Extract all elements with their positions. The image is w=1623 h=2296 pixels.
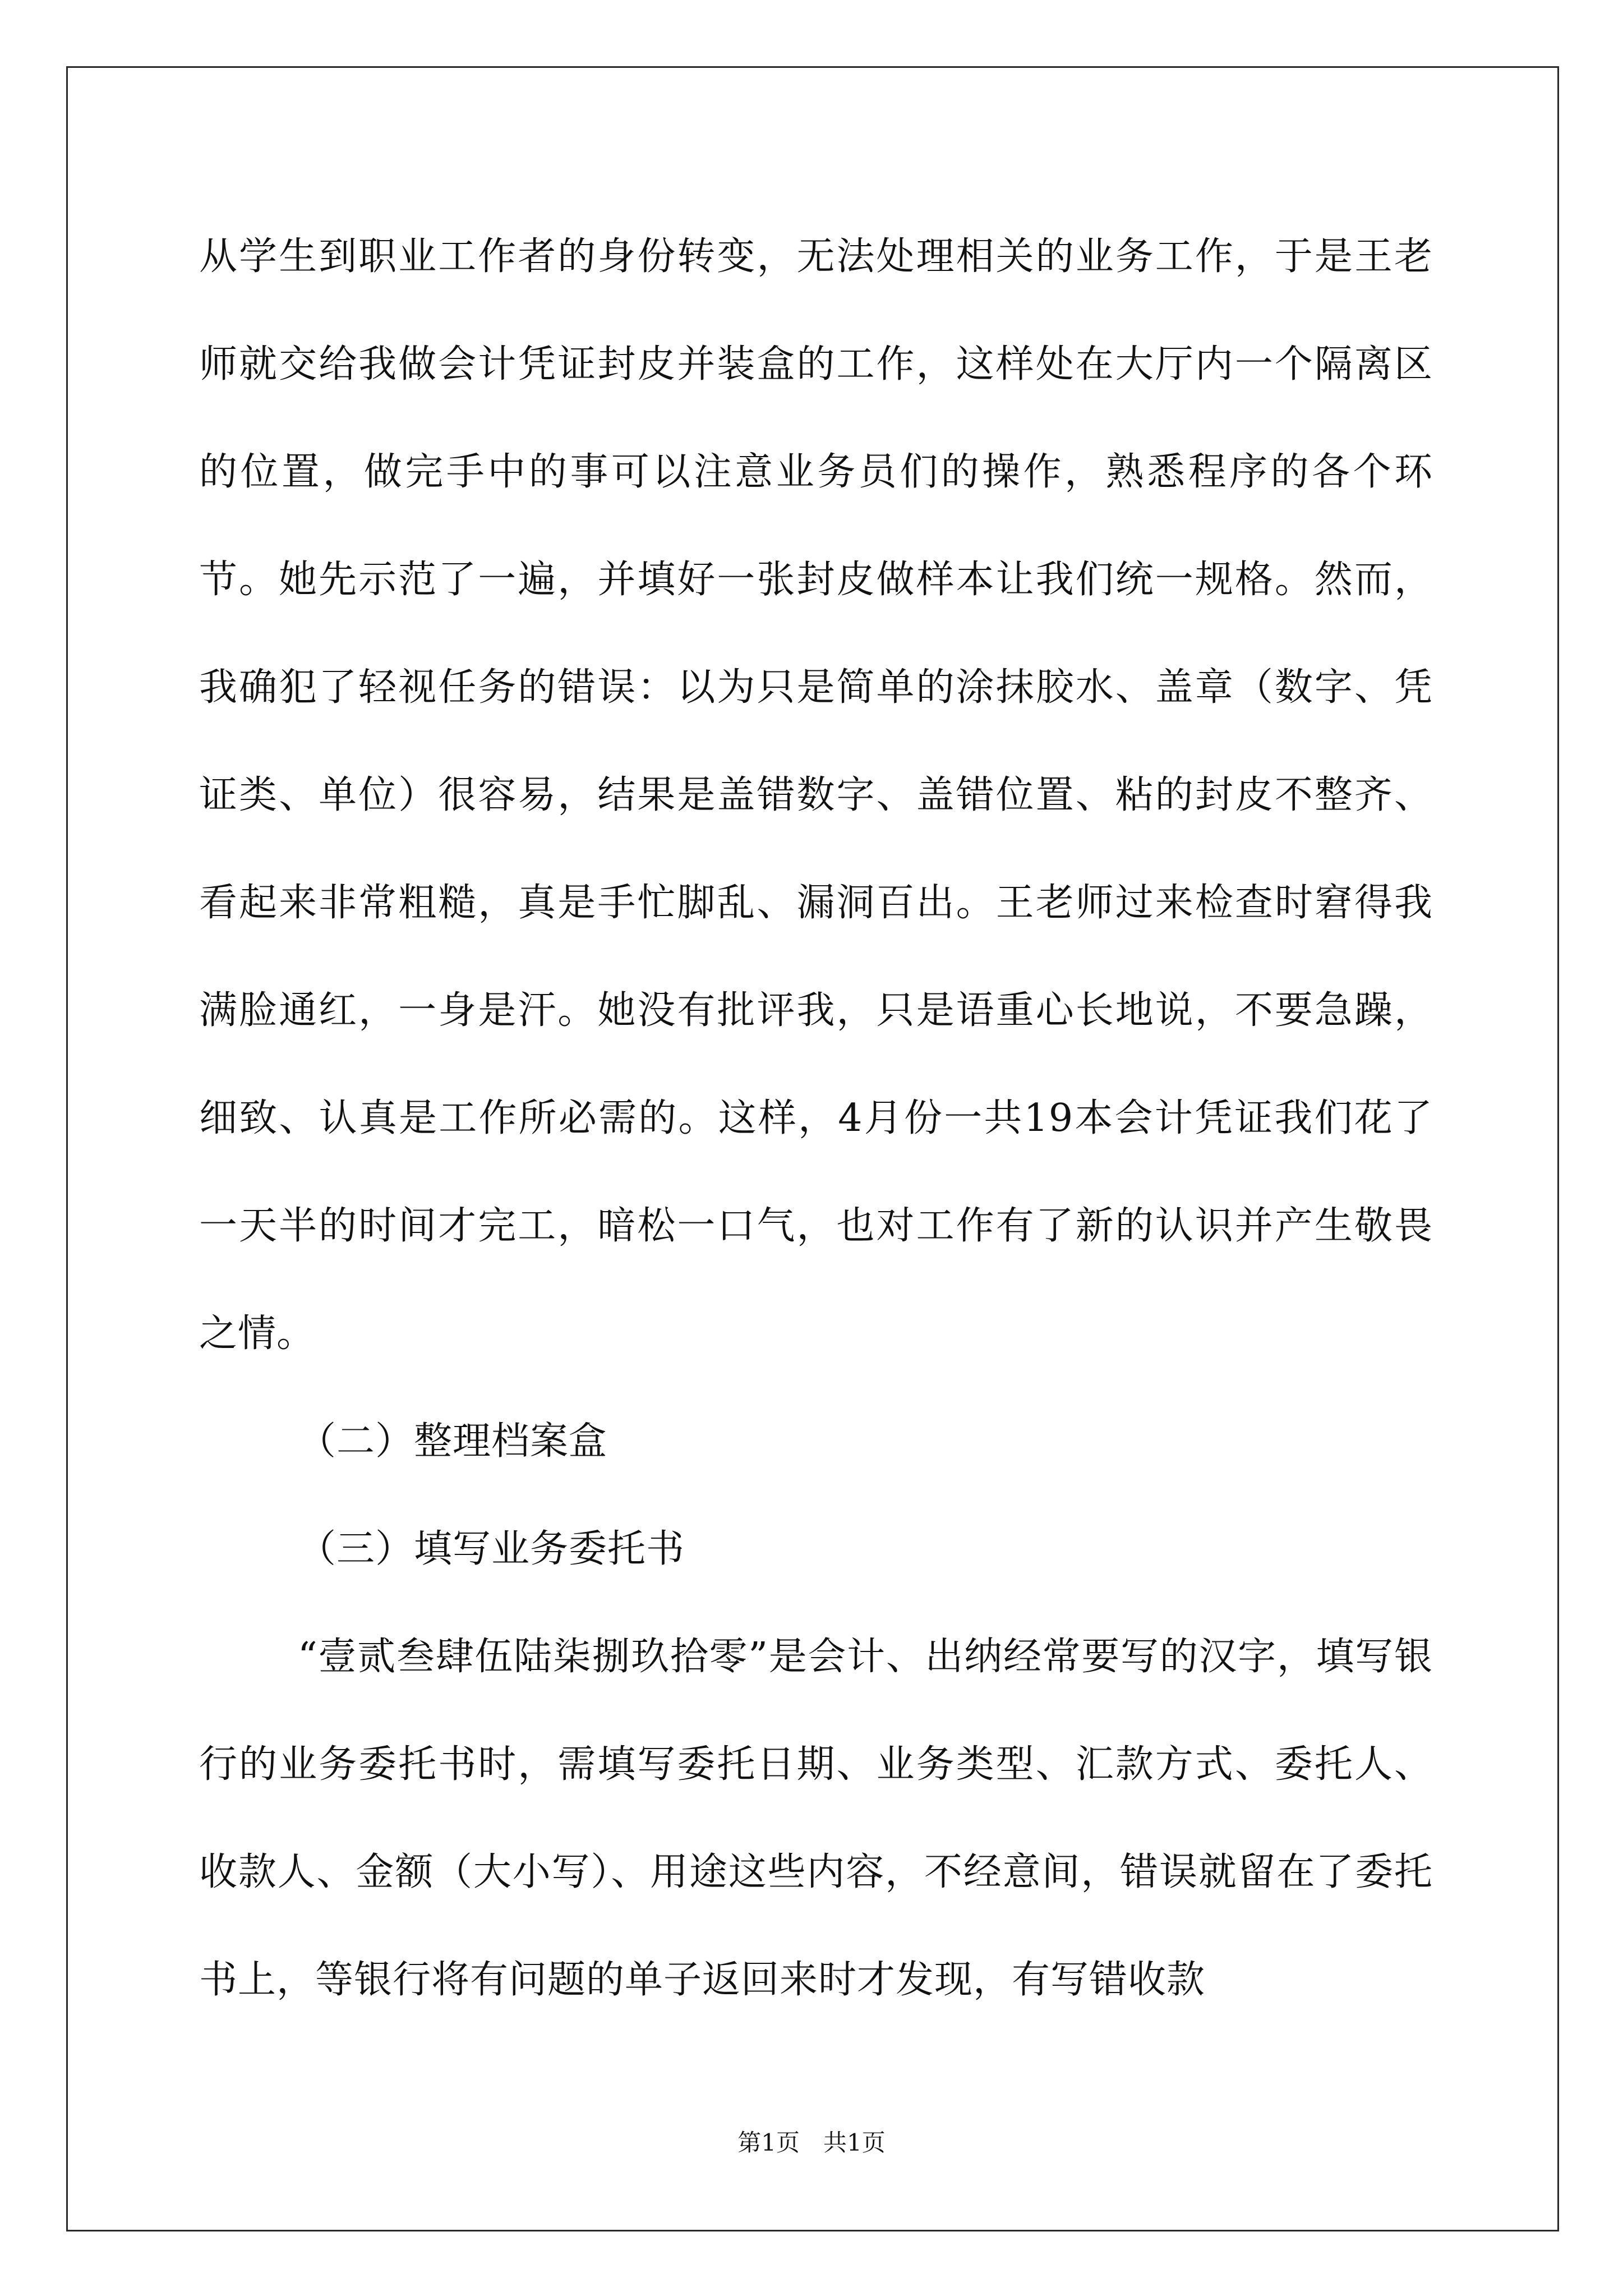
heading-business-commission: （三）填写业务委托书 — [298, 1527, 685, 1571]
paragraph-commission-forms: “壹贰叁肆伍陆柒捌玖拾零”是会计、出纳经常要写的汉字，填写银行的业务委托书时，需填写委托日期、业务类型、汇款方式、委托人、收款人、金额（大小写）、用途这些内容，不经意间，错误就留在了委托书上，等银行将有问题的单子返回来时才发现，有写错收款 — [199, 1635, 1433, 2002]
paragraph-internship-vouchers: 从学生到职业工作者的身份转变，无法处理相关的业务工作，于是王老师就交给我做会计凭证封皮并装盒的工作，这样处在大厅内一个隔离区的位置，做完手中的事可以注意业务员们的操作，熟悉程序的各个环节。她先示范了一遍，并填好一张封皮做样本让我们统一规格。然而，我确犯了轻视任务的错误：以为只是简单的涂抹胶水、盖章（数字、凭证类、单位）很容易，结果是盖错数字、盖错位置、粘的封皮不整齐、看起来非常粗糙，真是手忙脚乱、漏洞百出。王老师过来检查时窘得我满脸通红，一身是汗。她没有批评我，只是语重心长地说，不要急躁，细致、认真是工作所必需的。这样，4月份一共19本会计凭证我们花了一天半的时间才完工，暗松一口气，也对工作有了新的认识并产生敬畏之情。 — [199, 234, 1433, 1356]
page-footer — [0, 2126, 1623, 2160]
page-number: 第1页 共1页 — [737, 2129, 886, 2156]
heading-archive-boxes: （二）整理档案盒 — [298, 1419, 608, 1464]
document-body — [199, 203, 1433, 2034]
